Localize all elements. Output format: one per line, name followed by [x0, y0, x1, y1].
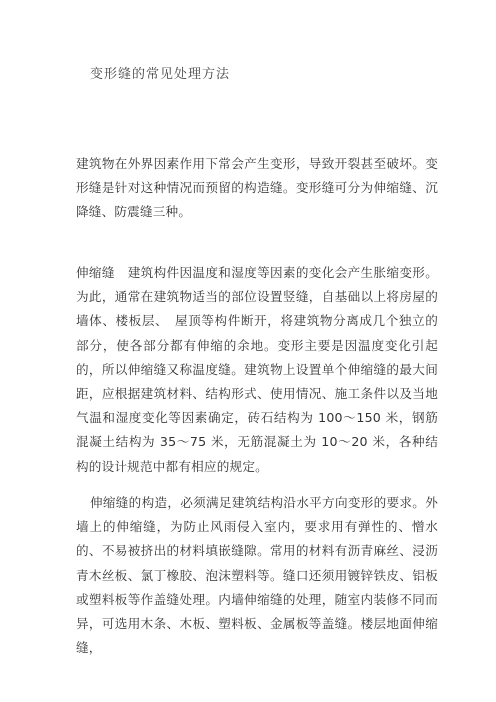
- paragraph-intro: 建筑物在外界因素作用下常会产生变形，导致开裂甚至破坏。变形缝是针对这种情况而预留的构造缝。变形缝可分为伸缩缝、沉降缝、防震缝三种。: [76, 156, 438, 220]
- paragraph-expansion-joint: 伸缩缝 建筑构件因温度和湿度等因素的变化会产生胀缩变形。为此，通常在建筑物适当的部位设置竖缝，自基础以上将房屋的墙体、楼板层、 屋顶等构件断开，将建筑物分离成几个独立的部分，使各部分都有伸缩的余地。变形主要是因温度变化引起的，所以伸缩缝又称温度缝。建筑物上设置单个伸缩缝的最大间距，应根据建筑材料、结构形式、使用情况、施工条件以及当地气温和湿度变化等因素确定，砖石结构为 100～150 米，钢筋混凝土结构为 35～75 米，无筋混凝土为 10～20 米，各种结构的设计规范中都有相应的规定。: [76, 265, 438, 474]
- document-title: 变形缝的常见处理方法: [90, 67, 231, 82]
- paragraph-expansion-joint-construction: 伸缩缝的构造，必须满足建筑结构沿水平方向变形的要求。外墙上的伸缩缝，为防止风雨侵入室内，要求用有弹性的、憎水的、不易被挤出的材料填嵌缝隙。常用的材料有沥青麻丝、浸沥青木丝板、氯丁橡胶、泡沫塑料等。缝口还须用镀锌铁皮、铝板或塑料板等作盖缝处理。内墙伸缩缝的处理，随室内装修不同而异，可选用木条、木板、塑料板、金属板等盖缝。楼层地面伸缩缝，: [76, 495, 438, 656]
